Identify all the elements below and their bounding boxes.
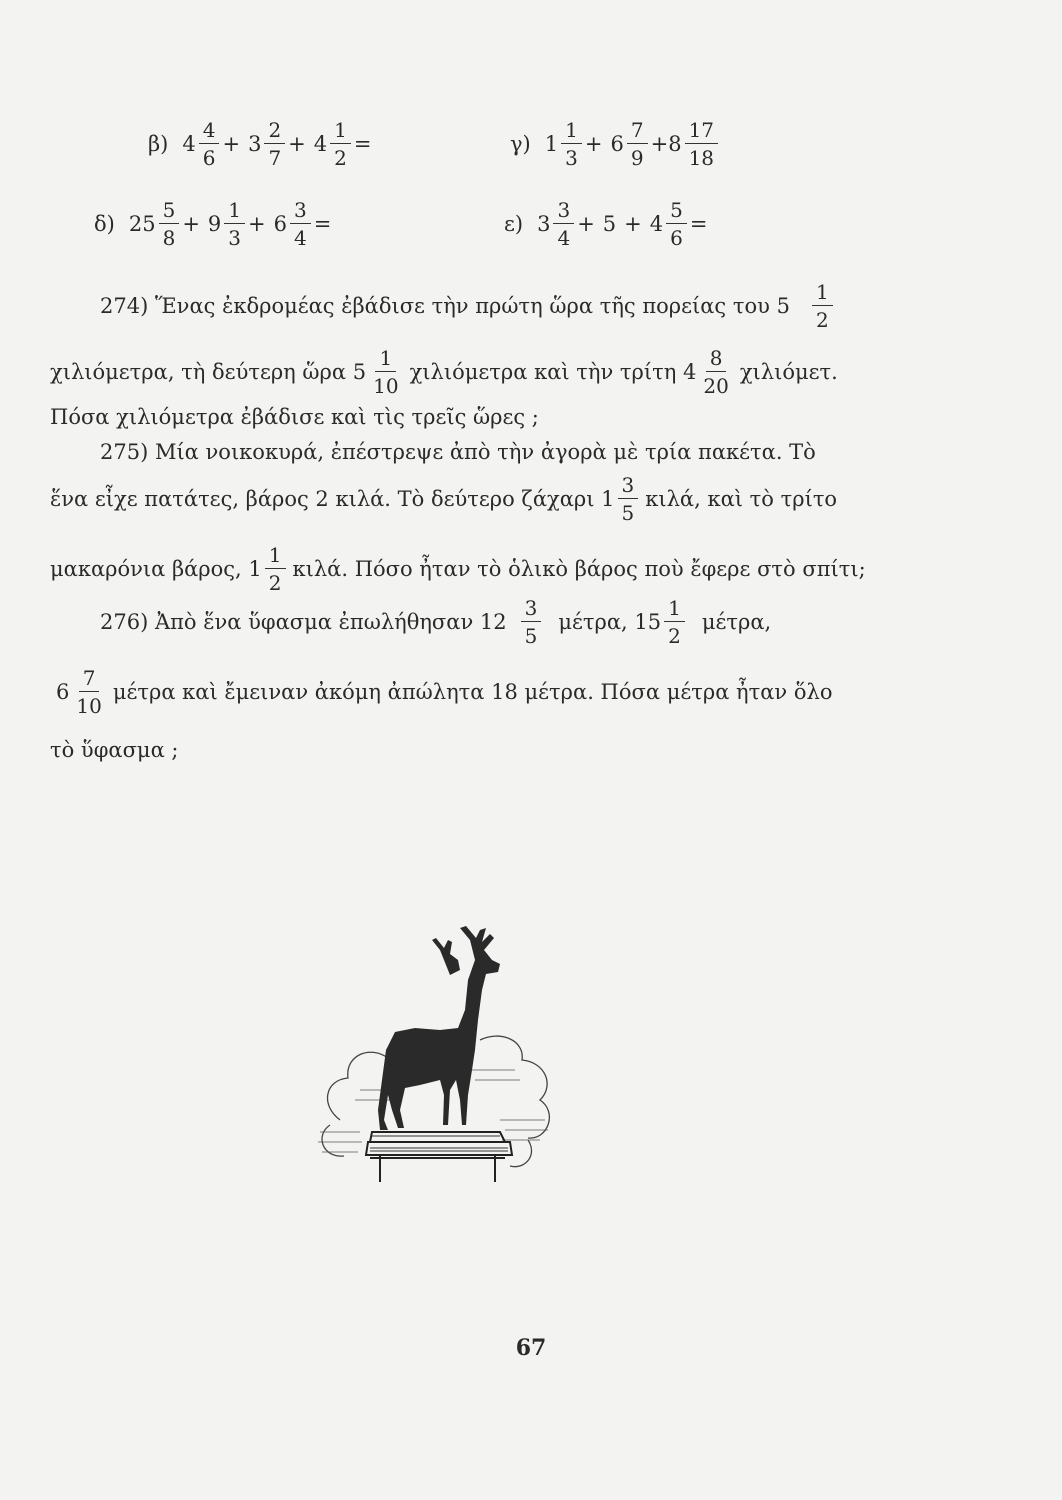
fraction: $\frac{1}{2}$	[664, 598, 685, 646]
exercise-e	[504, 200, 708, 248]
operator: +	[577, 212, 595, 236]
deer-illustration	[300, 920, 570, 1220]
operator: +	[288, 132, 306, 156]
fraction: $\frac{3}{5}$	[521, 598, 542, 646]
text: 276) Ἀπὸ ἕνα ὕφασμα ἐπωλήθησαν 12	[100, 610, 507, 634]
text: μέτρα,	[701, 610, 772, 634]
exercise-g	[510, 120, 721, 168]
fraction: $\frac{1}{3}$	[561, 120, 582, 168]
text: 6	[56, 680, 70, 704]
whole: 4	[313, 132, 328, 156]
problem-274-line2	[50, 348, 870, 396]
text: ἕνα εἶχε πατάτες, βάρος 2 κιλά. Τὸ δεύτερο ζάχαρι 1	[50, 487, 615, 511]
whole: 5	[602, 212, 617, 236]
text: Πόσα χιλιόμετρα ἐβάδισε καὶ τὶς τρεῖς ὥρες ;	[50, 405, 539, 429]
equals: =	[689, 212, 708, 236]
page-number: 67	[515, 1335, 547, 1361]
whole: 8	[668, 132, 682, 156]
exercise-d	[94, 200, 331, 248]
fraction: $\frac{1}{2}$	[265, 545, 286, 593]
label-b: β)	[148, 132, 169, 156]
fraction: $\frac{3}{4}$	[290, 200, 311, 248]
operator: +	[584, 132, 603, 156]
text: μακαρόνια βάρος, 1	[50, 557, 262, 581]
fraction: $\frac{5}{6}$	[666, 200, 687, 248]
whole: 6	[273, 212, 288, 236]
exercise-b	[148, 120, 372, 168]
problem-276-line2	[56, 668, 832, 716]
fraction: $\frac{7}{10}$	[76, 666, 102, 718]
fraction: $\frac{1}{3}$	[224, 200, 245, 248]
operator: +	[650, 132, 669, 156]
text: μέτρα καὶ ἔμειναν ἀκόμη ἀπώλητα 18 μέτρα. Πόσα μέτρα ἦταν ὅλο	[112, 680, 833, 704]
fraction: $\frac{1}{2}$	[330, 120, 351, 168]
fraction: $\frac{4}{6}$	[199, 120, 220, 168]
text: τὸ ὕφασμα ;	[50, 738, 179, 762]
whole: 9	[207, 212, 222, 236]
problem-275-line3	[50, 545, 866, 593]
text: κιλά, καὶ τὸ τρίτο	[645, 487, 838, 511]
fraction: $\frac{8}{20}$	[703, 346, 729, 398]
whole: 3	[537, 212, 551, 236]
label-e: ε)	[504, 212, 524, 236]
operator: +	[248, 212, 266, 236]
label-d: δ)	[94, 212, 115, 236]
equals: =	[353, 132, 372, 156]
problem-275-line1	[100, 440, 816, 464]
whole: 1	[544, 132, 559, 156]
text: χιλιόμετρα καὶ τὴν τρίτη 4	[409, 360, 697, 384]
whole: 3	[248, 132, 262, 156]
text: χιλιόμετρα, τὴ δεύτερη ὥρα 5	[50, 360, 367, 384]
fraction: $\frac{1}{10}$	[373, 346, 399, 398]
problem-276-line1	[100, 598, 771, 646]
equals: =	[313, 212, 332, 236]
operator: +	[222, 132, 241, 156]
problem-275-line2	[50, 475, 837, 523]
text: 274) Ἕνας ἐκδρομέας ἐβάδισε τὴν πρώτη ὥρα τῆς πορείας του 5	[100, 294, 790, 318]
fraction: $\frac{2}{7}$	[264, 120, 285, 168]
fraction: $\frac{5}{8}$	[159, 200, 180, 248]
whole: 25	[128, 212, 156, 236]
problem-274-line3	[50, 405, 539, 429]
text: 275) Μία νοικοκυρά, ἐπέστρεψε ἀπὸ τὴν ἀγορὰ μὲ τρία πακέτα. Τὸ	[100, 440, 816, 464]
fraction: $\frac{7}{9}$	[627, 120, 648, 168]
operator: +	[624, 212, 642, 236]
whole: 4	[182, 132, 196, 156]
problem-276-line3	[50, 738, 179, 762]
fraction: $\frac{3}{4}$	[553, 200, 574, 248]
whole: 4	[649, 212, 664, 236]
text: μέτρα, 15	[558, 610, 662, 634]
text: κιλά. Πόσο ἦταν τὸ ὁλικὸ βάρος ποὺ ἔφερε στὸ σπίτι;	[292, 557, 866, 581]
operator: +	[182, 212, 200, 236]
fraction: $\frac{17}{18}$	[685, 120, 718, 168]
fraction: $\frac{3}{5}$	[618, 475, 639, 523]
label-g: γ)	[510, 132, 531, 156]
fraction: $\frac{1}{2}$	[812, 282, 833, 330]
whole: 6	[610, 132, 624, 156]
problem-274-line1	[100, 282, 870, 330]
text: χιλιόμετ.	[739, 360, 838, 384]
